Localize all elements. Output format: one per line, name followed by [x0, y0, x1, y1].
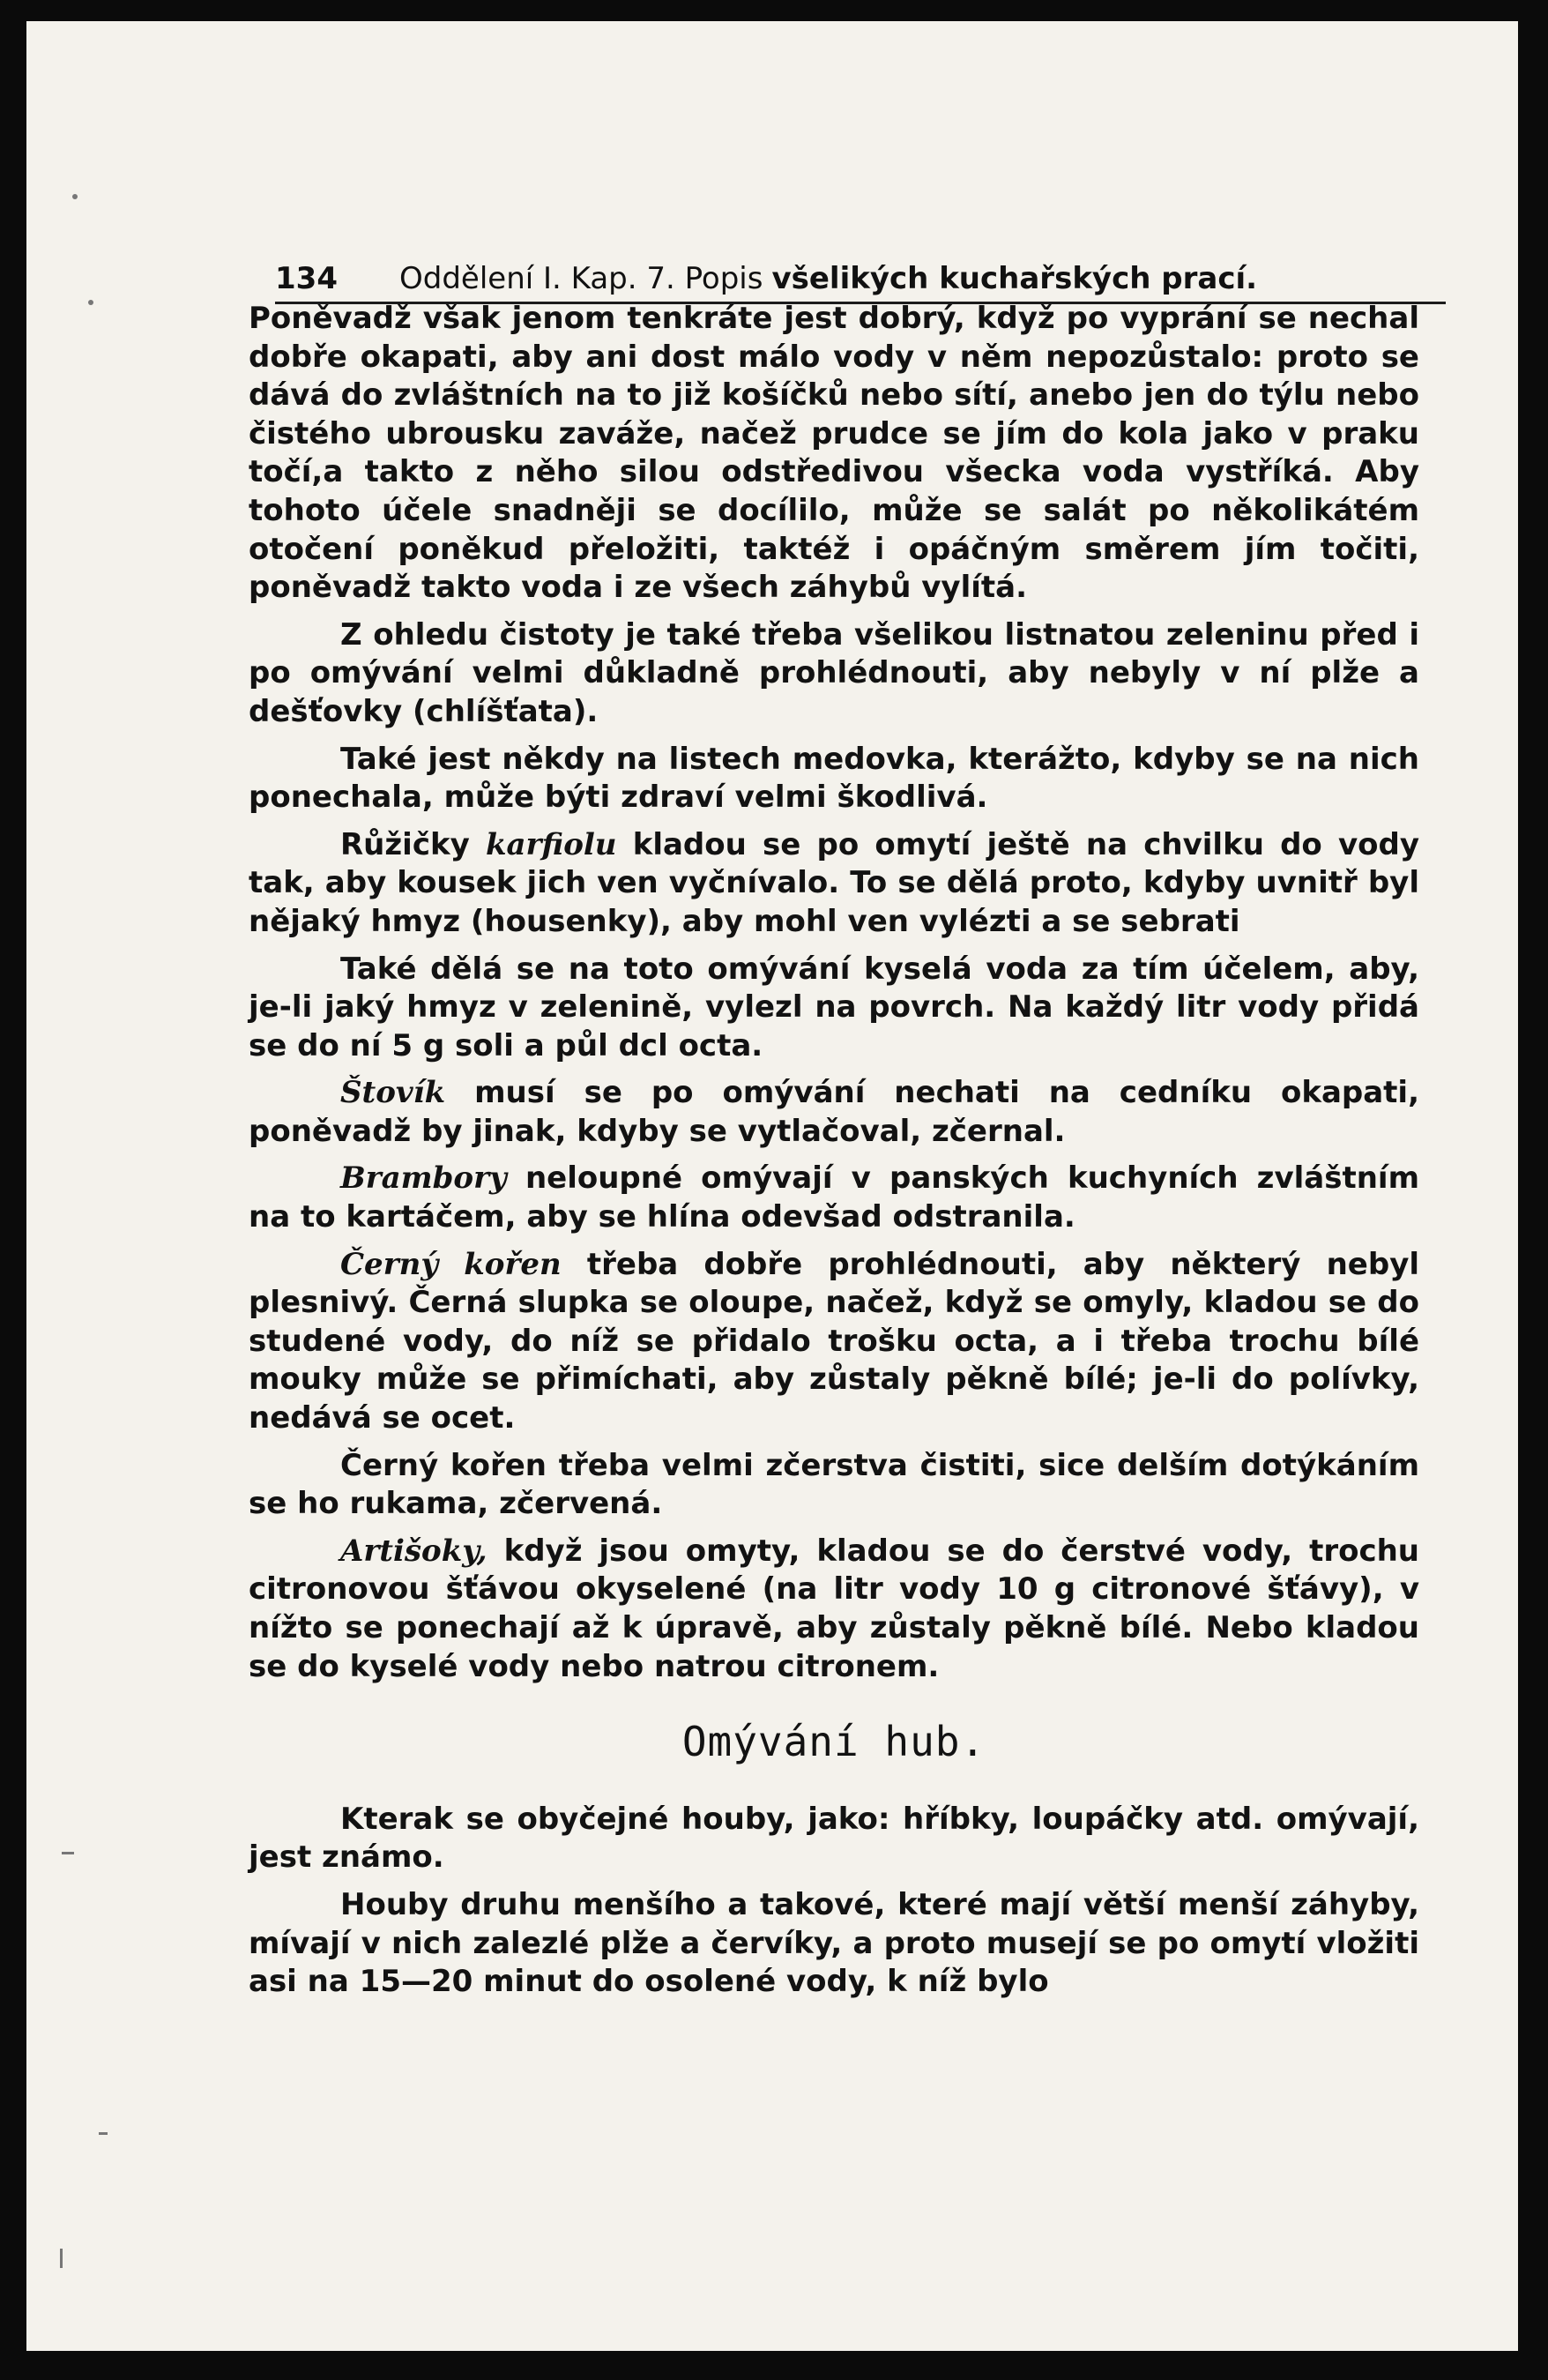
paragraph-text: kladou se po omytí ještě na chvilku do vody tak, aby kousek jich ven vyčnívalo. To se dělá proto, kdyby uvnitř byl nějaký hmyz (housenky), aby mohl ven vylézti a se sebrati [249, 826, 1420, 939]
scan-speck [88, 300, 93, 305]
paragraph-text: musí se po omývání nechati na cedníku okapati, poněvadž by jinak, kdyby se vytlačoval, zčernal. [249, 1075, 1419, 1149]
paragraph-stovik [249, 1074, 1419, 1151]
paragraph-ruzicky [249, 826, 1419, 942]
scan-speck [99, 2132, 108, 2135]
scan-speck [60, 2249, 63, 2268]
paragraph: Z ohledu čistoty je také třeba všelikou listnatou zeleninu před i po omývání velmi důkladně prohlédnouti, aby nebyly v ní plže a dešťovky (chlíšťata). [249, 616, 1419, 729]
paragraph-brambory [249, 1160, 1419, 1236]
header-section: Oddělení I. Kap. 7. Popis [398, 261, 763, 296]
paragraph-text: když jsou omyty, kladou se do čerstvé vody, trochu citronovou šťávou okyselené (na litr vody 10 g citronové šťávy), v nížto se ponechají až k úpravě, aby zůstaly pěkně bílé. Nebo kladou se do kyselé vody nebo natrou citronem. [249, 1533, 1420, 1684]
paragraph: Kterak se obyčejné houby, jako: hříbky, loupáčky atd. omývají, jest známo. [249, 1801, 1419, 1876]
paragraph: Také dělá se na toto omývání kyselá voda za tím účelem, aby, je-li jaký hmyz v zelenině, vylezl na povrch. Na každý litr vody přidá se do ní 5 g soli a půl dcl octa. [249, 951, 1419, 1063]
page-number: 134 [275, 261, 338, 296]
paragraph-artisoky [249, 1533, 1419, 1686]
paragraph: Poněvadž však jenom tenkráte jest dobrý, když po vyprání se nechal dobře okapati, aby ani dost málo vody v něm nepozůstalo: proto se dává do zvláštních na to již košíčků nebo sítí, anebo jen do týlu nebo čistého ubrousku zaváže, načež prudce se jím do kola jako v praku točí,a takto z něho silou odstředivou všecka voda vystříká. Aby tohoto účele snadněji se docílilo, může se salát po několikátém otočení poněkud přeložiti, taktéž i opáčným směrem jím točiti, poněvadž takto voda i ze všech záhybů vylítá. [249, 301, 1419, 606]
paragraph: Černý kořen třeba velmi zčerstva čistiti, sice delším dotýkáním se ho rukama, zčervená. [249, 1447, 1419, 1522]
term-stovik: Štovík [340, 1075, 446, 1111]
paragraph-text: třeba dobře prohlédnouti, aby některý nebyl plesnivý. Černá slupka se oloupe, načež, když se omyly, kladou se do studené vody, do níž se přidalo trošku octa, a i třeba trochu bílé mouky může se přimíchati, aby zůstaly pěkně bílé; je-li do polívky, nedává se ocet. [249, 1246, 1420, 1436]
section-heading: Omývání hub. [681, 1718, 986, 1766]
header-subtitle: všelikých kuchařských prací. [771, 261, 1258, 296]
scan-speck [72, 194, 78, 199]
paragraph: Také jest někdy na listech medovka, kterážto, kdyby se na nich ponechala, může býti zdraví velmi škodlivá. [249, 741, 1419, 816]
paragraph-text: neloupné omývají v panských kuchyních zvláštním na to kartáčem, aby se hlína odevšad odstranila. [249, 1160, 1419, 1235]
paragraph-lead: Růžičky [340, 826, 470, 862]
term-brambory: Brambory [340, 1160, 507, 1197]
term-karfiolu: karfiolu [485, 826, 617, 862]
term-cerny-koren: Černý kořen [340, 1246, 562, 1282]
term-artisoky: Artišoky, [340, 1533, 487, 1569]
paragraph: Houby druhu menšího a takové, které mají větší menší záhyby, mívají v nich zalezlé plže a červíky, a proto musejí se po omytí vložiti asi na 15—20 minut do osolené vody, k níž bylo [249, 1886, 1419, 2000]
running-header [275, 249, 1446, 304]
page-body [249, 300, 1419, 2011]
paragraph-cerny-koren [249, 1246, 1419, 1438]
scan-speck [62, 1852, 74, 1854]
